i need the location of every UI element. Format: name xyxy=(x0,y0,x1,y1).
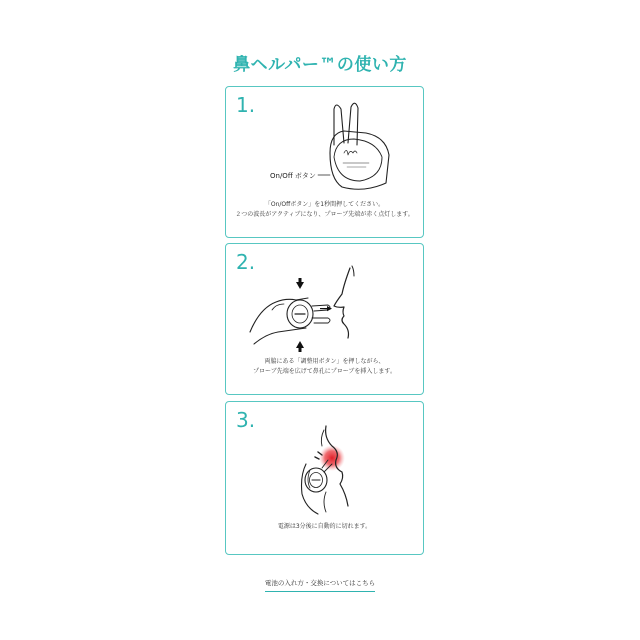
step-caption: 両脇にある「調整用ボタン」を押しながら、 プローブ先端を広げて鼻孔にプローブを挿入します。 xyxy=(253,358,396,375)
step-card-1 xyxy=(225,86,424,238)
device-illustration xyxy=(226,87,425,197)
battery-guide-link-wrap xyxy=(0,570,640,592)
step-card-3 xyxy=(225,401,424,555)
insertion-illustration xyxy=(226,244,425,354)
step-caption: 電源は3分後に自動的に切れます。 xyxy=(277,523,372,530)
step-caption: 「On/Offボタン」を1秒間押してください。 ２つの波長がアクティブになり、プローブ先端が赤く点灯します。 xyxy=(235,201,414,218)
on-off-button-label: On/Off ボタン xyxy=(270,172,316,180)
step-number: 2. xyxy=(236,250,256,274)
step-number: 1. xyxy=(236,93,256,117)
battery-guide-link[interactable]: 電池の入れ方・交換についてはこちら xyxy=(265,578,375,592)
page-title: 鼻ヘルパー™の使い方 xyxy=(233,55,407,75)
usage-illustration xyxy=(226,402,425,522)
step-card-2 xyxy=(225,243,424,395)
step-number: 3. xyxy=(236,408,256,432)
